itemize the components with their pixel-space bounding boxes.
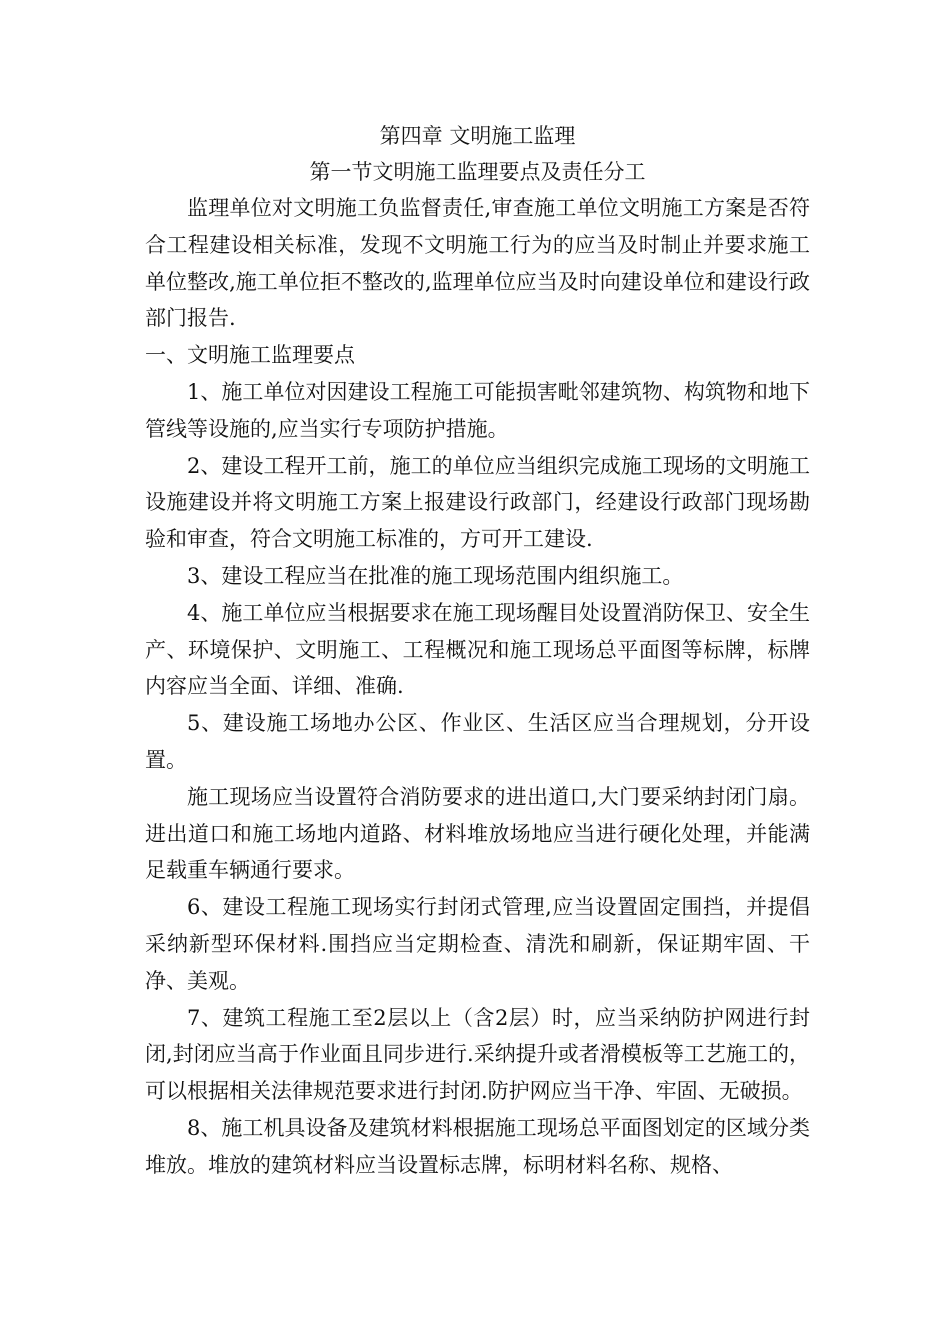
paragraph-item-1: 1、施工单位对因建设工程施工可能损害毗邻建筑物、构筑物和地下管线等设施的,应当实行专项防护措施。	[145, 379, 810, 441]
document-page	[145, 118, 810, 1184]
paragraph-item-8: 8、施工机具设备及建筑材料根据施工现场总平面图划定的区域分类堆放。堆放的建筑材料应当设置标志牌，标明材料名称、规格、	[145, 1115, 810, 1177]
paragraph-item-7: 7、建筑工程施工至2层以上（含2层）时，应当采纳防护网进行封闭,封闭应当高于作业面且同步进行.采纳提升或者滑模板等工艺施工的，可以根据相关法律规范要求进行封闭.防护网应当干净、牢固、无破损。	[145, 1005, 810, 1104]
paragraph-intro: 监理单位对文明施工负监督责任,审查施工单位文明施工方案是否符合工程建设相关标准，发现不文明施工行为的应当及时制止并要求施工单位整改,施工单位拒不整改的,监理单位应当及时向建设单位和建设行政部门报告.	[145, 196, 810, 331]
paragraph-item-3: 3、建设工程应当在批准的施工现场范围内组织施工。	[187, 563, 684, 588]
chapter-title: 第四章 文明施工监理	[379, 124, 576, 148]
subheading-key-points: 一、文明施工监理要点	[145, 343, 355, 368]
section-title: 第一节文明施工监理要点及责任分工	[309, 160, 646, 184]
paragraph-item-6: 6、建设工程施工现场实行封闭式管理,应当设置固定围挡，并提倡采纳新型环保材料.围挡应当定期检查、清洗和刷新，保证期牢固、干净、美观。	[145, 895, 810, 993]
paragraph-item-4: 4、施工单位应当根据要求在施工现场醒目处设置消防保卫、安全生产、环境保护、文明施工、工程概况和施工现场总平面图等标牌，标牌内容应当全面、详细、准确.	[145, 600, 810, 699]
paragraph-item-2: 2、建设工程开工前，施工的单位应当组织完成施工现场的文明施工设施建设并将文明施工方案上报建设行政部门，经建设行政部门现场勘验和审查，符合文明施工标准的，方可开工建设.	[145, 453, 810, 552]
paragraph-item-5: 5、建设施工场地办公区、作业区、生活区应当合理规划，分开设置。	[145, 711, 810, 772]
paragraph-entrance: 施工现场应当设置符合消防要求的进出道口,大门要采纳封闭门扇。进出道口和施工场地内道路、材料堆放场地应当进行硬化处理，并能满足载重车辆通行要求。	[145, 784, 810, 883]
